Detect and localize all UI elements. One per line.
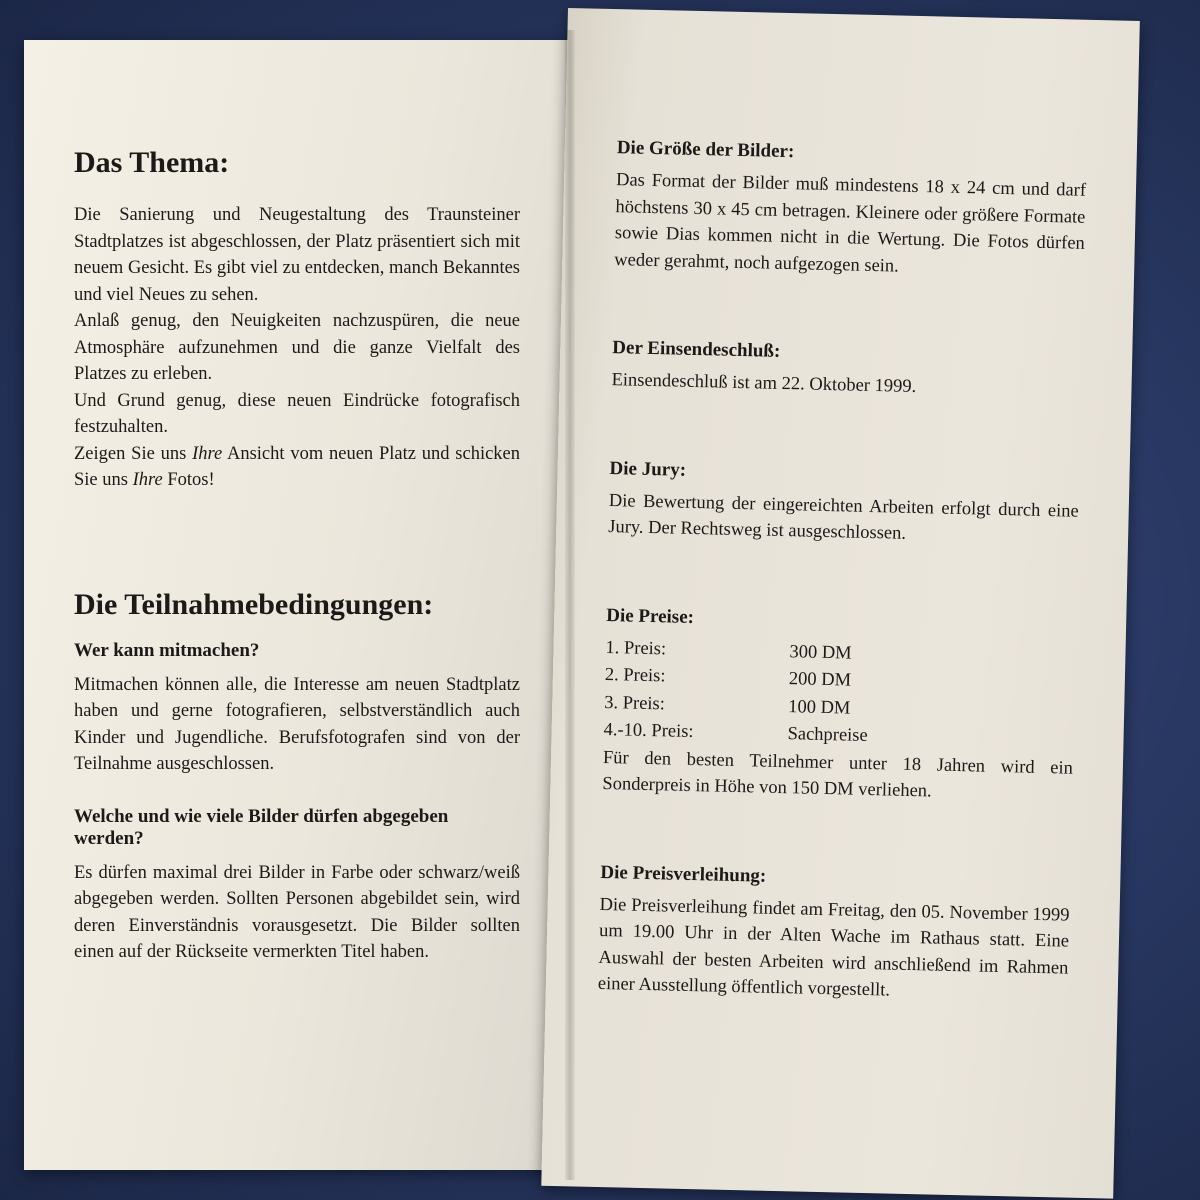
ceremony-body: Die Preisverleihung findet am Freitag, den 05. November 1999 um 19.00 Uhr in der Alten Wache im Rathaus statt. Eine Auswahl der besten Arbeiten wird anschließend im Rahmen einer Ausstellung öffentlich vorgestellt.	[597, 894, 1070, 1001]
who-heading: Wer kann mitmachen?	[74, 639, 260, 661]
prize-value: 300 DM	[789, 641, 852, 664]
prizes-section	[602, 605, 1076, 809]
left-page	[24, 40, 572, 1170]
cta-text: Zeigen Sie uns	[74, 443, 193, 464]
thema-body	[74, 202, 520, 494]
conditions-title: Die Teilnahmebedingungen:	[74, 587, 434, 621]
deadline-heading: Der Einsendeschluß:	[612, 337, 781, 362]
which-body: Es dürfen maximal drei Bilder in Farbe oder schwarz/weiß abgegeben werden. Sollten Personen abgebildet sein, wird deren Einverständnis vorausgesetzt. Die Bilder sollten einen auf der Rückseite vermerkten Titel haben.	[74, 862, 520, 962]
which-section	[74, 806, 520, 966]
deadline-section	[611, 337, 1082, 404]
thema-paragraph: Die Sanierung und Neugestaltung des Traunsteiner Stadtplatzes ist abgeschlossen, der Platz präsentiert sich mit neuem Gesicht. Es gibt viel zu entdecken, manch Bekanntes und viel Neues zu sehen.	[74, 205, 520, 305]
prizes-heading: Die Preise:	[605, 604, 695, 628]
size-section	[614, 137, 1087, 284]
thema-paragraph-call-to-action	[74, 441, 520, 494]
cta-emphasis: Ihre	[132, 470, 163, 490]
cta-text: Ansicht vom neuen Platz und schicken Sie uns	[74, 443, 521, 490]
prize-value: 100 DM	[787, 696, 851, 719]
thema-paragraph: Und Grund genug, diese neuen Eindrücke fotografisch festzuhalten.	[74, 390, 520, 437]
ceremony-heading: Die Preisverleihung:	[600, 861, 767, 887]
which-heading: Welche und wie viele Bilder dürfen abgegeben werden?	[74, 805, 449, 849]
prize-value: Sachpreise	[787, 724, 868, 746]
cta-emphasis: Ihre	[192, 443, 223, 464]
page-fold	[565, 30, 575, 1180]
thema-title: Das Thema:	[74, 146, 230, 179]
cta-text: Fotos!	[162, 470, 215, 490]
prize-label: 3. Preis:	[604, 692, 666, 714]
jury-body: Die Bewertung der eingereichten Arbeiten erfolgt durch eine Jury. Der Rechtsweg ist ausgeschlossen.	[608, 490, 1079, 544]
deadline-body: Einsendeschluß ist am 22. Oktober 1999.	[611, 370, 917, 397]
prize-label: 4.-10. Preis:	[603, 719, 694, 743]
jury-heading: Die Jury:	[609, 457, 687, 481]
prize-label: 1. Preis:	[605, 637, 667, 659]
who-body: Mitmachen können alle, die Interesse am neuen Stadtplatz haben und gerne fotografieren, selbstverständlich auch Kinder und Jugendliche. Berufsfotografen sind von der Teilnahme ausgeschlossen.	[74, 674, 520, 774]
thema-paragraph: Anlaß genug, den Neuigkeiten nachzuspüren, die neue Atmosphäre aufzunehmen und die ganze Vielfalt des Platzes zu erleben.	[74, 311, 520, 384]
prize-value: 200 DM	[788, 669, 852, 691]
size-heading: Die Größe der Bilder:	[616, 137, 795, 163]
prizes-note: Für den besten Teilnehmer unter 18 Jahren wird ein Sonderpreis in Höhe von 150 DM verliehen.	[602, 747, 1074, 802]
ceremony-section	[598, 861, 1071, 1008]
who-section	[74, 640, 520, 778]
prize-label: 2. Preis:	[604, 665, 666, 687]
right-page	[541, 8, 1140, 1199]
size-body: Das Format der Bilder muß mindestens 18 x 24 cm und darf höchstens 30 x 45 cm betragen. Kleinere oder größere Formate sowie Dias kommen nicht in die Wertung. Die Fotos dürfen weder gerahmt, noch aufgezogen sein.	[614, 170, 1087, 277]
jury-section	[608, 458, 1080, 552]
